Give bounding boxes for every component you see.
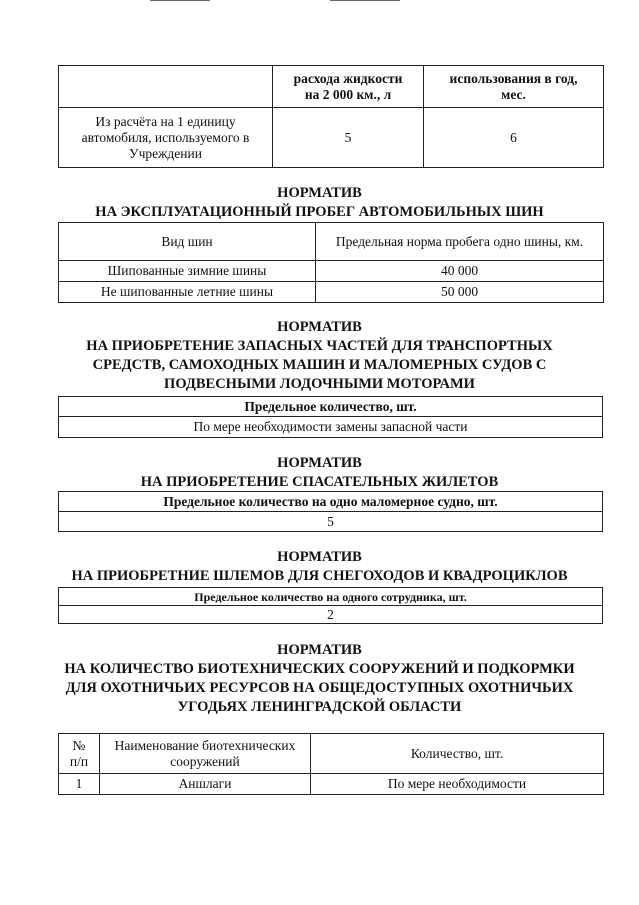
biotech-table	[58, 733, 604, 795]
tire-row-summer: Не шипованные летние шины	[59, 282, 316, 303]
helmets-table	[58, 587, 603, 624]
header-number: № п/п	[59, 734, 100, 774]
header-tire-type: Вид шин	[59, 223, 316, 261]
header-quantity: Количество, шт.	[311, 734, 604, 774]
helmets-heading: НОРМАТИВ НА ПРИОБРЕТНИЕ ШЛЕМОВ ДЛЯ СНЕГОХОДОВ И КВАДРОЦИКЛОВ	[71, 549, 568, 584]
vests-table	[58, 491, 603, 532]
header-empty	[59, 66, 273, 108]
helmets-header: Предельное количество на одного сотрудника, шт.	[59, 588, 603, 606]
fluid-consumption-table	[58, 65, 604, 168]
row-label-per-vehicle: Из расчёта на 1 единицу автомобиля, используемого в Учреждении	[59, 108, 273, 168]
tires-heading: НОРМАТИВ НА ЭКСПЛУАТАЦИОННЫЙ ПРОБЕГ АВТОМОБИЛЬНЫХ ШИН	[95, 185, 544, 220]
scan-mark-left	[150, 0, 210, 1]
scan-mark-right	[330, 0, 400, 1]
tires-table	[58, 222, 604, 303]
header-fluid-consumption: расхода жидкости на 2 000 км., л	[273, 66, 424, 108]
vests-value: 5	[59, 512, 603, 532]
biotech-row-quantity: По мере необходимости	[311, 774, 604, 795]
tire-row-winter: Шипованные зимние шины	[59, 261, 316, 282]
parts-value: По мере необходимости замены запасной части	[59, 417, 603, 438]
header-usage-per-year: использования в год, мес.	[424, 66, 604, 108]
vests-heading: НОРМАТИВ НА ПРИОБРЕТЕНИЕ СПАСАТЕЛЬНЫХ ЖИЛЕТОВ	[140, 455, 499, 490]
biotech-row-number: 1	[59, 774, 100, 795]
biotech-row-name: Аншлаги	[100, 774, 311, 795]
vests-header: Предельное количество на одно маломерное судно, шт.	[59, 492, 603, 512]
header-mileage-norm: Предельная норма пробега одно шины, км.	[316, 223, 604, 261]
helmets-value: 2	[59, 606, 603, 624]
tire-row-winter-value: 40 000	[316, 261, 604, 282]
tire-row-summer-value: 50 000	[316, 282, 604, 303]
value-usage: 6	[424, 108, 604, 168]
biotech-heading: НОРМАТИВ НА КОЛИЧЕСТВО БИОТЕХНИЧЕСКИХ СООРУЖЕНИЙ И ПОДКОРМКИ ДЛЯ ОХОТНИЧЬИХ РЕСУРСОВ НА ОБЩЕДОСТУПНЫХ ОХОТНИЧЬИХ УГОДЬЯХ ЛЕНИНГРАДСКОЙ ОБЛАСТИ	[64, 642, 575, 715]
parts-header: Предельное количество, шт.	[59, 397, 603, 417]
header-structure-name: Наименование биотехнических сооружений	[100, 734, 311, 774]
value-fluid: 5	[273, 108, 424, 168]
parts-table	[58, 396, 603, 438]
parts-heading: НОРМАТИВ НА ПРИОБРЕТЕНИЕ ЗАПАСНЫХ ЧАСТЕЙ ДЛЯ ТРАНСПОРТНЫХ СРЕДСТВ, САМОХОДНЫХ МАШИН И МАЛОМЕРНЫХ СУДОВ С ПОДВЕСНЫМИ ЛОДОЧНЫМИ МОТОРАМИ	[86, 319, 553, 392]
